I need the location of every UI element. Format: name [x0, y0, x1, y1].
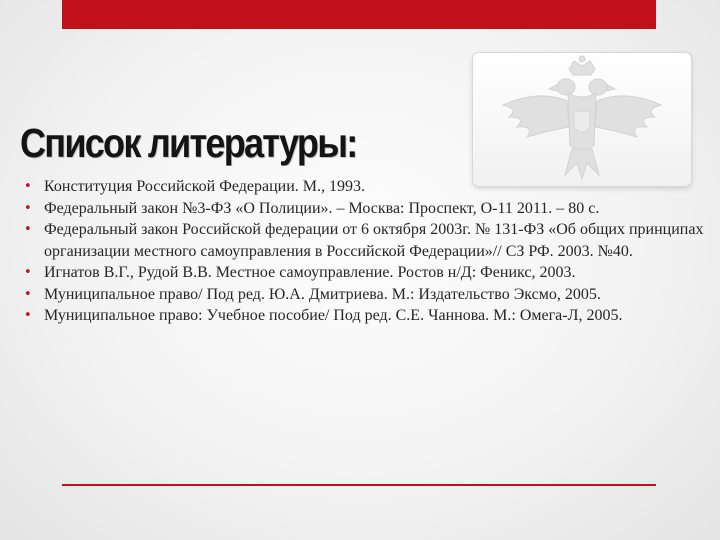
reference-text: Муниципальное право: Учебное пособие/ Под ред. С.Е. Чаннова. М.: Омега-Л, 2005. — [44, 307, 623, 324]
bullet-icon: • — [24, 222, 32, 237]
list-item — [24, 284, 720, 306]
emblem-picture-frame — [473, 53, 691, 186]
references-list — [24, 176, 720, 327]
top-accent-bar — [62, 0, 656, 29]
bottom-divider-line — [62, 484, 656, 486]
eagle-emblem-icon — [473, 53, 691, 186]
list-item — [24, 176, 720, 198]
reference-text: Игнатов В.Г., Рудой В.В. Местное самоуправление. Ростов н/Д: Феникс, 2003. — [44, 264, 576, 281]
list-item — [24, 198, 720, 220]
list-item — [24, 262, 720, 284]
bullet-icon: • — [24, 265, 32, 280]
reference-text: Федеральный закон №3-ФЗ «О Полиции». – Москва: Проспект, О-11 2011. – 80 с. — [44, 199, 600, 217]
reference-text: Конституция Российской Федерации. М., 1993. — [44, 178, 365, 195]
list-item — [24, 219, 720, 262]
bullet-icon: • — [24, 286, 32, 302]
bullet-icon: • — [24, 179, 32, 194]
bullet-icon: • — [24, 200, 32, 216]
reference-text: Федеральный закон Российской федерации от 6 октября 2003г. № 131-ФЗ «Об общих принципах организации местного самоуправления в Российской Федерации»// СЗ РФ. 2003. №40. — [44, 221, 704, 260]
reference-text: Муниципальное право/ Под ред. Ю.А. Дмитриева. М.: Издательство Эксмо, 2005. — [44, 285, 601, 303]
bullet-icon: • — [24, 308, 32, 323]
slide-title: Список литературы: — [20, 120, 357, 166]
list-item — [24, 305, 720, 327]
